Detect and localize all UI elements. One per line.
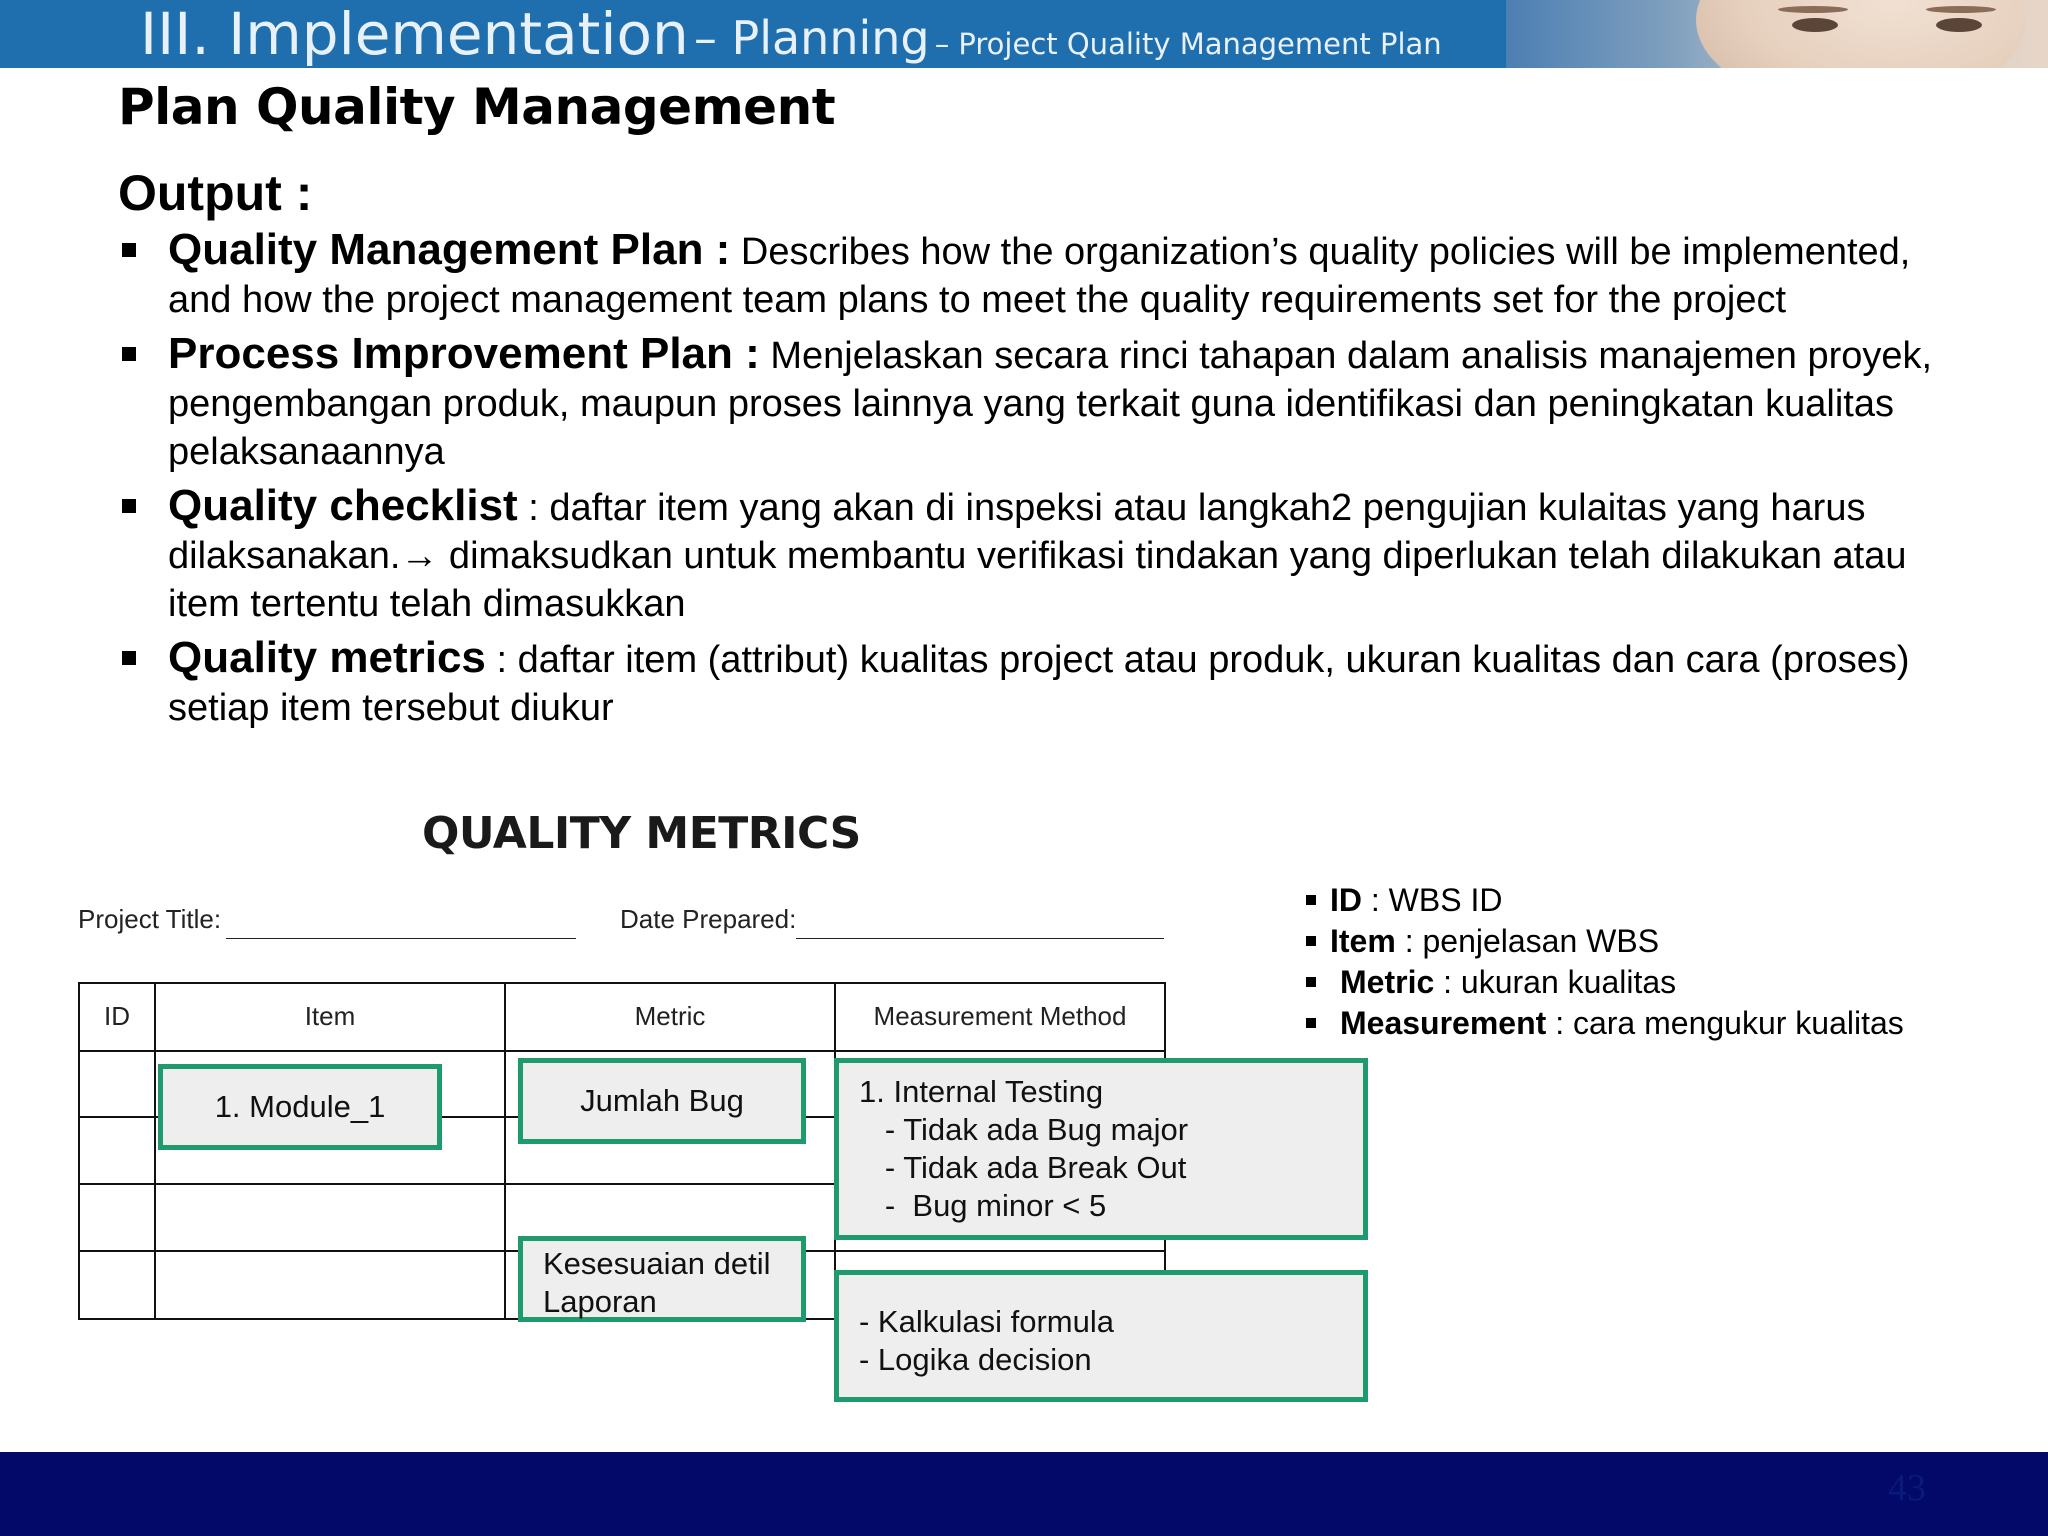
square-bullet-icon [1306,895,1316,905]
eyebrow-right [1926,6,1996,13]
callout-item-module [158,1064,442,1150]
column-header-metric: Metric [634,1001,706,1031]
bullet-term: Quality metrics [168,633,486,682]
date-prepared-underline [796,938,1164,939]
bullet-term: Quality checklist [168,481,518,530]
column-header-id: ID [104,1001,130,1031]
square-bullet-icon [1306,1018,1316,1028]
callout-method-line: - Tidak ada Bug major [859,1112,1189,1147]
square-bullet-icon [1306,936,1316,946]
square-bullet-icon [122,499,136,513]
callout-method-internal-testing [834,1058,1368,1240]
bullet-quality-management-plan [118,226,1938,324]
square-bullet-icon [1306,977,1316,987]
header-subsection: – Planning [693,11,930,65]
callout-item-text: 1. Module_1 [214,1089,386,1124]
callout-metric-jumlah-bug [518,1058,806,1144]
legend-item-item: Item : penjelasan WBS [1304,921,1904,962]
output-bullet-list [118,226,1938,738]
bullet-quality-checklist [118,482,1938,628]
header-photo [1506,0,2048,68]
footer-band [0,1452,2048,1536]
slide-title: Plan Quality Management [118,78,836,136]
callout-method-kalkulasi [834,1270,1368,1402]
square-bullet-icon [122,347,136,361]
output-heading: Output : [118,165,313,221]
square-bullet-icon [122,651,136,665]
bullet-text: Menjelaskan secara rinci tahapan dalam analisis manajemen proyek, pengembangan produk, maupun proses lainnya yang terkait guna identifikasi dan peningkatan kualitas pelaksanaannya [168,335,1933,473]
legend-item-metric: Metric : ukuran kualitas [1304,962,1904,1003]
square-bullet-icon [122,243,136,257]
bullet-quality-metrics [118,634,1938,732]
header-topic: – Project Quality Management Plan [934,27,1442,61]
legend-item-measurement: Measurement : cara mengukur kualitas [1304,1003,1904,1044]
eyebrow-left [1778,6,1848,13]
column-header-measurement-method: Measurement Method [873,1001,1127,1031]
callout-method-line: - Kalkulasi formula [859,1304,1114,1339]
project-title-label: Project Title: [78,904,222,934]
callout-metric-line: Laporan [543,1284,657,1319]
callout-metric-text: Jumlah Bug [580,1083,744,1118]
bullet-term: Process Improvement Plan : [168,329,760,378]
callout-metric-kesesuaian [518,1236,806,1322]
eye-left [1792,18,1838,32]
bullet-text: : daftar item (attribut) kualitas project atau produk, ukuran kualitas dan cara (proses) setiap item tersebut diukur [168,639,1910,729]
quality-metrics-title: QUALITY METRICS [422,808,861,859]
project-title-underline [226,938,576,939]
legend-item-id: ID : WBS ID [1304,880,1904,921]
page-number: 43 [1888,1467,1926,1509]
bullet-text: : daftar item yang akan di inspeksi atau langkah2 pengujian kulaitas yang harus dilaksanakan.→ dimaksudkan untuk membantu verifikasi tindakan yang diperlukan telah dilakukan atau item tertentu telah dimasukkan [168,487,1907,625]
date-prepared-label: Date Prepared: [620,904,797,934]
table-rule [78,1050,1166,1052]
callout-method-line: - Bug minor < 5 [859,1188,1107,1223]
header-section: III. Implementation [140,0,689,68]
bullet-term: Quality Management Plan : [168,225,731,274]
bullet-process-improvement-plan [118,330,1938,476]
bullet-text: Describes how the organization’s quality policies will be implemented, and how the project management team plans to meet the quality requirements set for the project [168,231,1911,321]
column-header-item: Item [304,1001,356,1031]
eye-right [1936,18,1982,32]
callout-method-line: - Tidak ada Break Out [859,1150,1187,1185]
header-title [140,0,1442,68]
callout-method-line: 1. Internal Testing [859,1074,1104,1109]
column-legend [1304,880,1904,1044]
callout-method-line: - Logika decision [859,1342,1092,1377]
callout-metric-line: Kesesuaian detil [543,1246,771,1281]
